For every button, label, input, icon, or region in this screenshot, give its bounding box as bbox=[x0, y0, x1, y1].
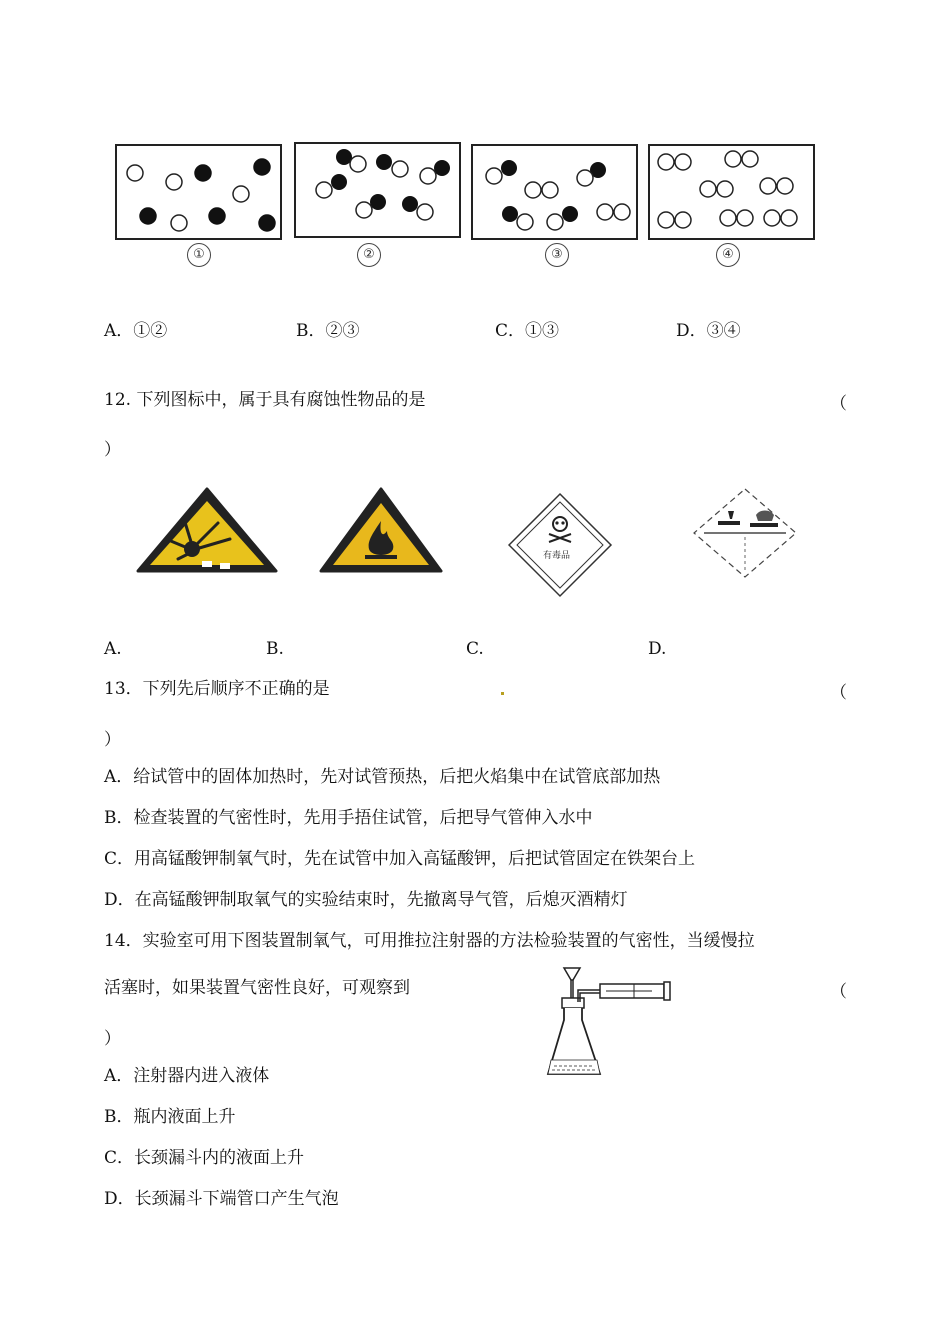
particle-box-2-drawing bbox=[296, 144, 459, 236]
particle-box-3 bbox=[471, 144, 638, 240]
q14-option-b[interactable]: B．瓶内液面上升 bbox=[104, 1107, 236, 1127]
particle-box-2 bbox=[294, 142, 461, 238]
corrosive-sign-icon bbox=[690, 485, 800, 581]
q12-option-b[interactable]: B. bbox=[266, 639, 284, 659]
q13-option-b[interactable]: B．检查装置的气密性时，先用手捂住试管，后把导气管伸入水中 bbox=[104, 808, 593, 828]
flask-syringe-apparatus bbox=[542, 962, 682, 1084]
q14-stem-line1: 14．实验室可用下图装置制氧气，可用推拉注射器的方法检验装置的气密性，当缓慢拉 bbox=[104, 931, 755, 951]
q14-option-d[interactable]: D．长颈漏斗下端管口产生气泡 bbox=[104, 1189, 339, 1209]
box-label-2: ② bbox=[357, 243, 381, 267]
toxic-sign-label: 有毒品 bbox=[543, 551, 571, 561]
q11-option-b[interactable]: B．②③ bbox=[296, 321, 360, 341]
q13-paren-open: （ bbox=[830, 683, 847, 703]
q11-option-a[interactable]: A．①② bbox=[104, 321, 168, 341]
q11-option-c[interactable]: C．①③ bbox=[495, 321, 560, 341]
q14-option-a[interactable]: A．注射器内进入液体 bbox=[104, 1066, 270, 1086]
q12-paren-close: ） bbox=[104, 440, 121, 460]
toxic-sign-icon bbox=[505, 490, 615, 600]
q12-paren-open: （ bbox=[830, 394, 847, 414]
explosive-sign-icon bbox=[134, 485, 280, 577]
q14-paren-close: ） bbox=[104, 1029, 121, 1049]
stray-dot bbox=[501, 692, 504, 695]
q13-option-a[interactable]: A．给试管中的固体加热时，先对试管预热，后把火焰集中在试管底部加热 bbox=[104, 767, 661, 787]
box-label-3: ③ bbox=[545, 243, 569, 267]
q13-paren-close: ） bbox=[104, 730, 121, 750]
q11-option-d[interactable]: D．③④ bbox=[676, 321, 741, 341]
q14-paren-open: （ bbox=[830, 982, 847, 1002]
box-label-4: ④ bbox=[716, 243, 740, 267]
q13-option-d[interactable]: D．在高锰酸钾制取氧气的实验结束时，先撤离导气管，后熄灭酒精灯 bbox=[104, 890, 628, 910]
q12-stem: 12. 下列图标中，属于具有腐蚀性物品的是 bbox=[104, 390, 426, 410]
q14-stem-line2: 活塞时，如果装置气密性良好，可观察到 bbox=[104, 978, 410, 998]
q13-stem: 13．下列先后顺序不正确的是 bbox=[104, 679, 330, 699]
q14-option-c[interactable]: C．长颈漏斗内的液面上升 bbox=[104, 1148, 305, 1168]
particle-box-1-drawing bbox=[117, 146, 280, 238]
particle-box-1 bbox=[115, 144, 282, 240]
flammable-sign-icon bbox=[317, 485, 445, 577]
q12-option-a[interactable]: A. bbox=[104, 639, 122, 659]
q12-option-d[interactable]: D. bbox=[648, 639, 667, 659]
q13-option-c[interactable]: C．用高锰酸钾制氧气时，先在试管中加入高锰酸钾，后把试管固定在铁架台上 bbox=[104, 849, 696, 869]
particle-box-4 bbox=[648, 144, 815, 240]
box-label-1: ① bbox=[187, 243, 211, 267]
particle-box-4-drawing bbox=[650, 146, 813, 238]
q12-option-c[interactable]: C. bbox=[466, 639, 484, 659]
particle-box-3-drawing bbox=[473, 146, 636, 238]
